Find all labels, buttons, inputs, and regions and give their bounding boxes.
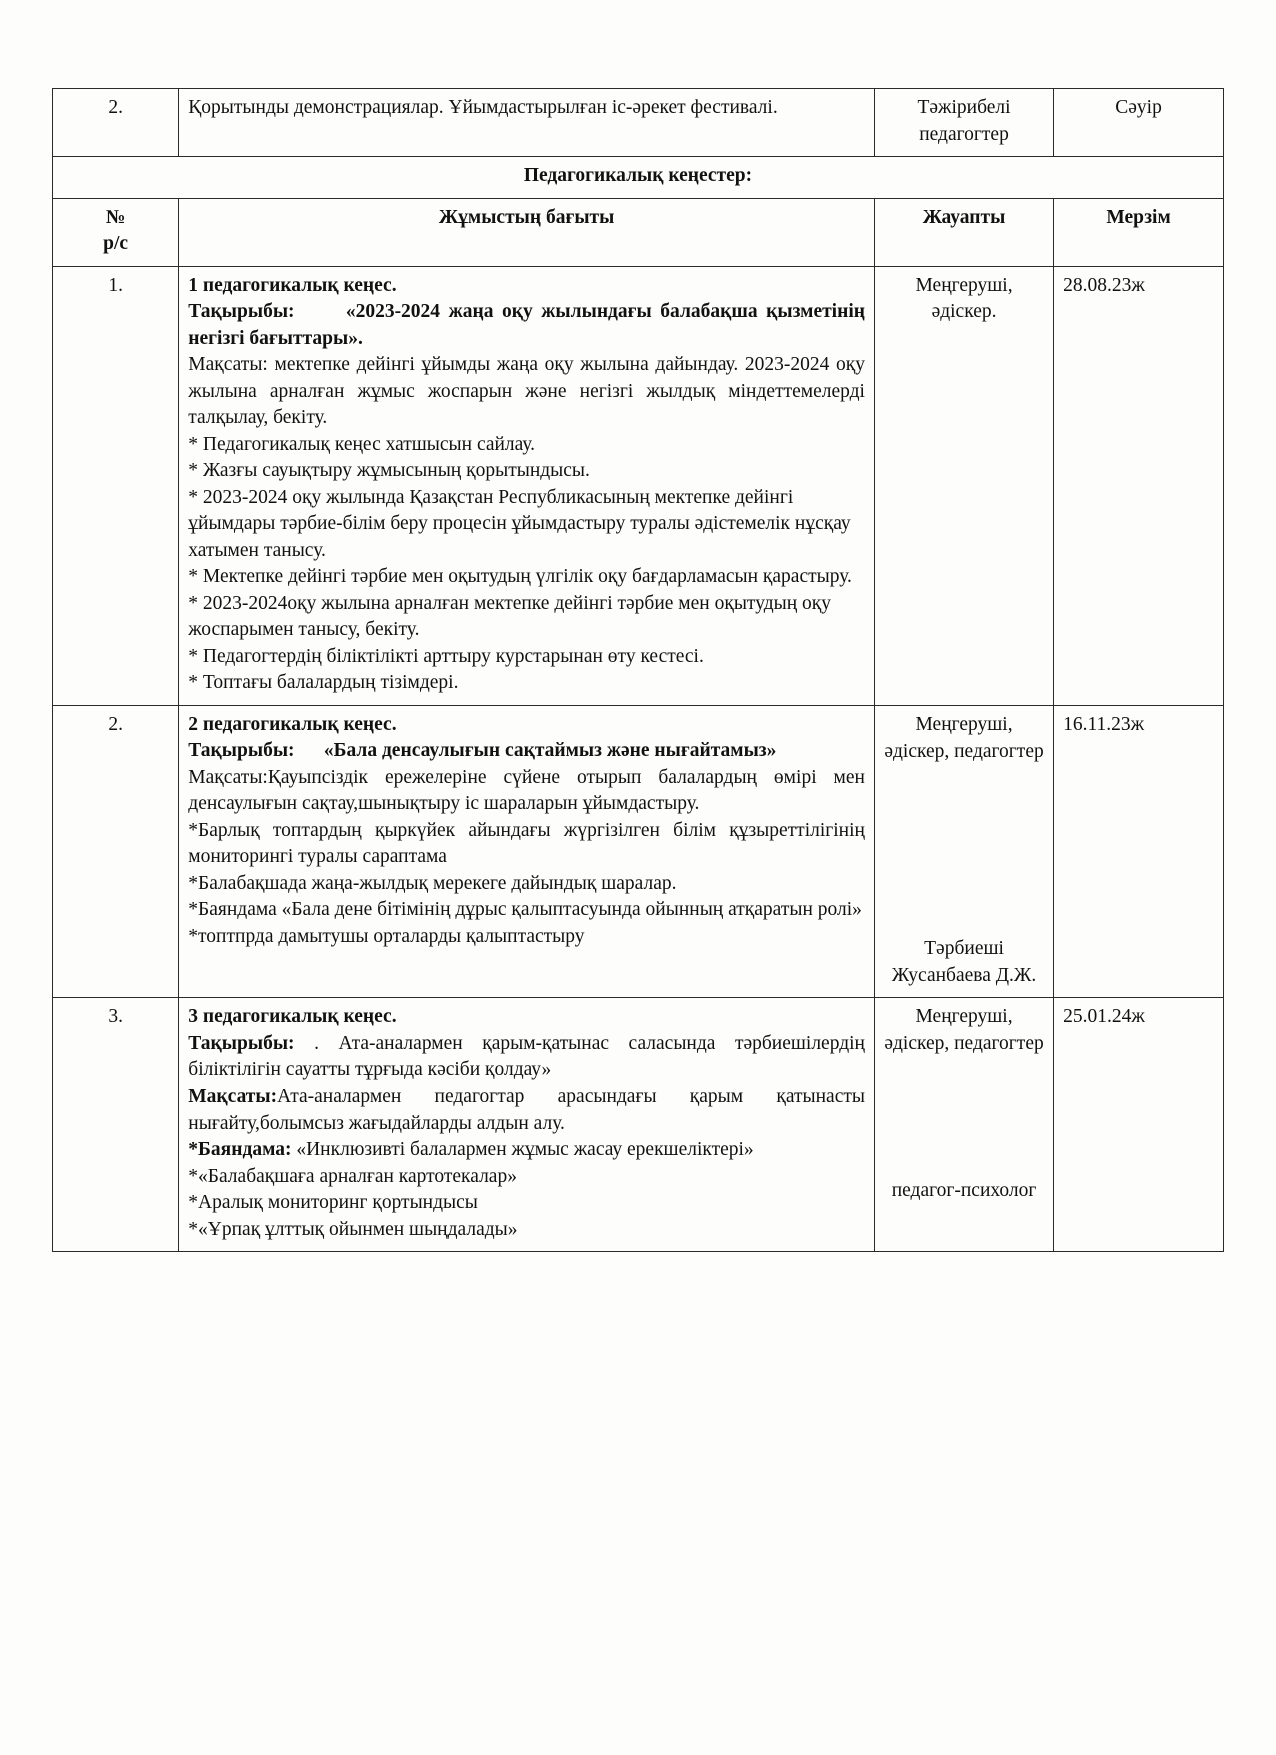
row-responsible — [874, 266, 1053, 705]
table-header-row — [53, 198, 1224, 266]
header-responsible: Жауапты — [874, 198, 1053, 266]
row-number: 2. — [53, 705, 179, 998]
council-line: Мақсаты: мектепке дейінгі ұйымды жаңа оқу жылына дайындау. 2023-2024 оқу жылына арналған жұмыс жоспарын және негізгі жылдық міндеттемелерді талқылау, бекіту. — [188, 354, 865, 429]
council-report — [188, 1137, 865, 1164]
row-date: 25.01.24ж — [1054, 998, 1224, 1252]
responsible-main: Меңгеруші, әдіскер, педагогтер — [884, 713, 1044, 762]
council-line: Мақсаты:Қауыпсіздік ережелеріне сүйене отырып балалардың өмірі мен денсаулығын сақтау,шынықтыру іс шараларын ұйымдастыру. — [188, 766, 865, 815]
row-body: Қорытынды демонстрациялар. Ұйымдастырылған іс-әрекет фестивалі. — [179, 89, 875, 157]
work-plan-table — [52, 88, 1224, 1252]
council-theme — [188, 299, 865, 352]
header-date: Мерзім — [1054, 198, 1224, 266]
row-body — [179, 998, 875, 1252]
table-row — [53, 705, 1224, 998]
council-line: *Баяндама «Бала дене бітімінің дұрыс қалыптасуында ойынның атқаратын ролі» — [188, 899, 862, 921]
council-line: * Мектепке дейінгі тәрбие мен оқытудың үлгілік оқу бағдарламасын қарастыру. — [188, 566, 852, 588]
row-date: Сәуір — [1054, 89, 1224, 157]
council-title: 3 педагогикалық кеңес. — [188, 1006, 397, 1028]
council-title: 1 педагогикалық кеңес. — [188, 274, 397, 296]
row-number: 2. — [53, 89, 179, 157]
row-responsible — [874, 705, 1053, 998]
row-body — [179, 705, 875, 998]
header-number-line1: № — [105, 206, 126, 228]
council-theme — [188, 1031, 865, 1084]
council-line: *топтпрда дамытушы орталарды қалыптастыру — [188, 925, 585, 947]
theme-text: «2023-2024 жаңа оқу жылындағы балабақша қызметінің негізгі бағыттары». — [188, 301, 865, 349]
council-line: *«Балабақшаға арналған картотекалар» — [188, 1165, 517, 1187]
council-line: *Барлық топтардың қыркүйек айындағы жүргізілген білім құзыреттілігінің мониторингі туралы сараптама — [188, 819, 865, 868]
council-line: *Балабақшада жаңа-жылдық мерекеге дайындық шаралар. — [188, 872, 677, 894]
report-text: «Инклюзивті балалармен жұмыс жасау ерекшеліктері» — [296, 1139, 754, 1161]
table-row — [53, 89, 1224, 157]
council-goal — [188, 1084, 865, 1137]
row-date: 16.11.23ж — [1054, 705, 1224, 998]
header-number-line2: р/с — [103, 233, 129, 255]
goal-text: Ата-аналармен педагогтар арасындағы қарым қатынасты нығайту,болымсыз жағыдайларды алдын алу. — [188, 1086, 865, 1134]
row-responsible: Тәжірибелі педагогтер — [874, 89, 1053, 157]
responsible-main: Меңгеруші, әдіскер, педагогтер — [884, 1006, 1044, 1055]
table-row — [53, 266, 1224, 705]
header-body: Жұмыстың бағыты — [179, 198, 875, 266]
council-line: * 2023-2024 оқу жылында Қазақстан Республикасының мектепке дейінгі ұйымдары тәрбие-білім беру процесін ұйымдастыру туралы әдістемелік нұсқау хатымен танысу. — [188, 486, 851, 561]
row-number: 3. — [53, 998, 179, 1252]
council-line: * Жазғы сауықтыру жұмысының қорытындысы. — [188, 460, 590, 482]
row-responsible — [874, 998, 1053, 1252]
row-date: 28.08.23ж — [1054, 266, 1224, 705]
section-title: Педагогикалық кеңестер: — [53, 157, 1224, 199]
responsible-main: Меңгеруші, әдіскер. — [915, 274, 1013, 323]
theme-text: . Ата-аналармен қарым-қатынас саласында тәрбиешілердің біліктілігін сауатты тұрғыда кәсіби қолдау» — [188, 1032, 865, 1081]
row-number: 1. — [53, 266, 179, 705]
council-line: * Педагогтердің біліктілікті арттыру курстарынан өту кестесі. — [188, 645, 704, 667]
responsible-secondary: Тәрбиеші Жусанбаева Д.Ж. — [891, 937, 1037, 986]
table-row — [53, 998, 1224, 1252]
theme-label: Тақырыбы: — [188, 740, 295, 762]
row-body — [179, 266, 875, 705]
goal-label: Мақсаты: — [188, 1086, 278, 1107]
theme-label: Тақырыбы: — [188, 301, 295, 323]
theme-text: «Бала денсаулығын сақтаймыз және нығайтамыз» — [323, 740, 777, 762]
section-title-row — [53, 157, 1224, 199]
council-line: *Аралық мониторинг қортындысы — [188, 1192, 478, 1214]
header-number — [53, 198, 179, 266]
council-line: * Топтағы балалардың тізімдері. — [188, 672, 459, 694]
theme-label: Тақырыбы: — [188, 1032, 295, 1054]
council-line: * Педагогикалық кеңес хатшысын сайлау. — [188, 433, 535, 455]
council-title: 2 педагогикалық кеңес. — [188, 713, 397, 735]
council-theme — [188, 738, 865, 765]
report-label: *Баяндама: — [188, 1139, 292, 1161]
responsible-secondary: педагог-психолог — [891, 1180, 1037, 1202]
council-line: *«Ұрпақ ұлттық ойынмен шыңдалады» — [188, 1218, 518, 1240]
council-line: * 2023-2024оқу жылына арналған мектепке дейінгі тәрбие мен оқытудың оқу жоспарымен танысу, бекіту. — [188, 592, 832, 641]
